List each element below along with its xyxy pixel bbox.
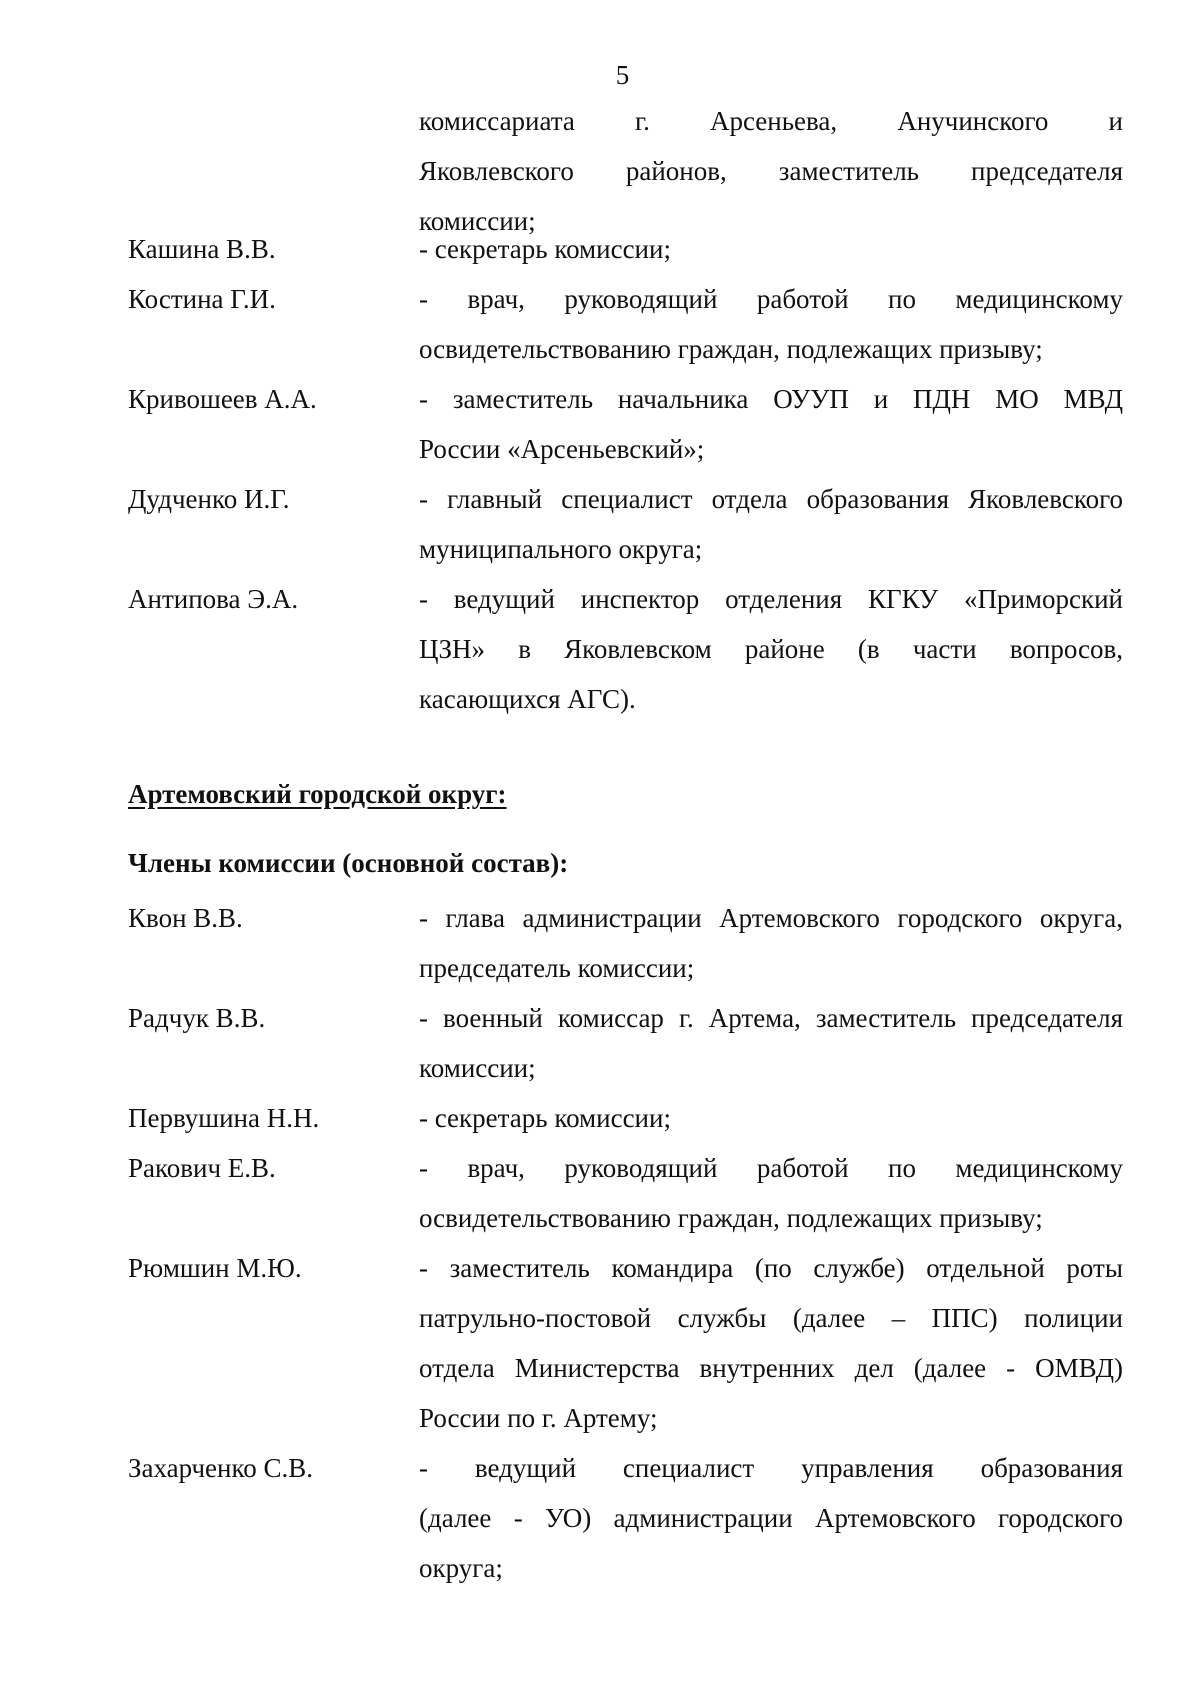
- member-row: [128, 1093, 1123, 1143]
- member-role-line: - ведущий инспектор отделения КГКУ «Приморский: [419, 584, 1123, 614]
- district-heading: Артемовский городской округ:: [128, 779, 507, 809]
- member-name: Дудченко И.Г.: [128, 484, 290, 514]
- member-role-line: патрульно-постовой службы (далее – ППС) полиции: [419, 1303, 1123, 1333]
- member-role: [419, 1093, 1123, 1143]
- member-role: [419, 274, 1123, 374]
- member-role: [419, 993, 1123, 1093]
- member-name: Ракович Е.В.: [128, 1153, 276, 1183]
- member-role: [419, 893, 1123, 993]
- member-name: Кашина В.В.: [128, 234, 276, 264]
- member-role-line: комиссии;: [419, 1053, 536, 1083]
- continuation-line: Яковлевского районов, заместитель председателя: [419, 156, 1123, 186]
- member-role-line: касающихся АГС).: [419, 684, 636, 714]
- member-role-line: - заместитель начальника ОУУП и ПДН МО МВД: [419, 384, 1123, 414]
- member-name: Первушина Н.Н.: [128, 1103, 320, 1133]
- member-name: Костина Г.И.: [128, 284, 276, 314]
- member-role-line: муниципального округа;: [419, 534, 703, 564]
- member-role: [419, 1443, 1123, 1593]
- member-role: [419, 374, 1123, 474]
- member-role-line: - ведущий специалист управления образования: [419, 1453, 1123, 1483]
- members-list-top: [128, 224, 1123, 724]
- member-name: Рюмшин М.Ю.: [128, 1253, 302, 1283]
- member-row: [128, 274, 1123, 374]
- member-role: [419, 1243, 1123, 1443]
- member-role-line: (далее - УО) администрации Артемовского городского: [419, 1503, 1123, 1533]
- member-row: [128, 474, 1123, 574]
- member-role-line: России «Арсеньевский»;: [419, 434, 705, 464]
- member-row: [128, 374, 1123, 474]
- member-name: Кривошеев А.А.: [128, 384, 317, 414]
- member-role-line: освидетельствованию граждан, подлежащих призыву;: [419, 334, 1043, 364]
- member-role: [419, 474, 1123, 574]
- member-role-line: ЦЗН» в Яковлевском районе (в части вопросов,: [419, 634, 1123, 664]
- member-role-line: председатель комиссии;: [419, 953, 695, 983]
- member-name: Антипова Э.А.: [128, 584, 299, 614]
- member-row: [128, 1143, 1123, 1243]
- members-heading: Члены комиссии (основной состав):: [128, 848, 569, 878]
- member-role-line: - глава администрации Артемовского городского округа,: [419, 903, 1123, 933]
- member-row: [128, 993, 1123, 1093]
- member-row: [128, 224, 1123, 274]
- member-row: [128, 1243, 1123, 1443]
- continuation-line: комиссариата г. Арсеньева, Анучинского и: [419, 106, 1123, 136]
- member-row: [128, 574, 1123, 724]
- members-list-bottom: [128, 893, 1123, 1593]
- member-name: Квон В.В.: [128, 903, 243, 933]
- member-role-line: округа;: [419, 1553, 503, 1583]
- member-role-line: - врач, руководящий работой по медицинскому: [419, 1153, 1123, 1183]
- member-role: [419, 574, 1123, 724]
- member-name: Радчук В.В.: [128, 1003, 266, 1033]
- member-role-line: - секретарь комиссии;: [419, 234, 671, 264]
- member-role-line: отдела Министерства внутренних дел (далее - ОМВД): [419, 1353, 1123, 1383]
- member-role-line: - заместитель командира (по службе) отдельной роты: [419, 1253, 1123, 1283]
- member-row: [128, 893, 1123, 993]
- continuation-line: комиссии;: [419, 206, 536, 236]
- member-role-line: - врач, руководящий работой по медицинскому: [419, 284, 1123, 314]
- member-name: Захарченко С.В.: [128, 1453, 313, 1483]
- member-role-line: России по г. Артему;: [419, 1403, 658, 1433]
- member-role-line: - военный комиссар г. Артема, заместитель председателя: [419, 1003, 1123, 1033]
- member-role-line: - главный специалист отдела образования Яковлевского: [419, 484, 1123, 514]
- member-role-line: освидетельствованию граждан, подлежащих призыву;: [419, 1203, 1043, 1233]
- member-role-line: - секретарь комиссии;: [419, 1103, 671, 1133]
- page-number: 5: [615, 60, 630, 90]
- member-role: [419, 224, 1123, 274]
- member-role: [419, 1143, 1123, 1243]
- member-row: [128, 1443, 1123, 1593]
